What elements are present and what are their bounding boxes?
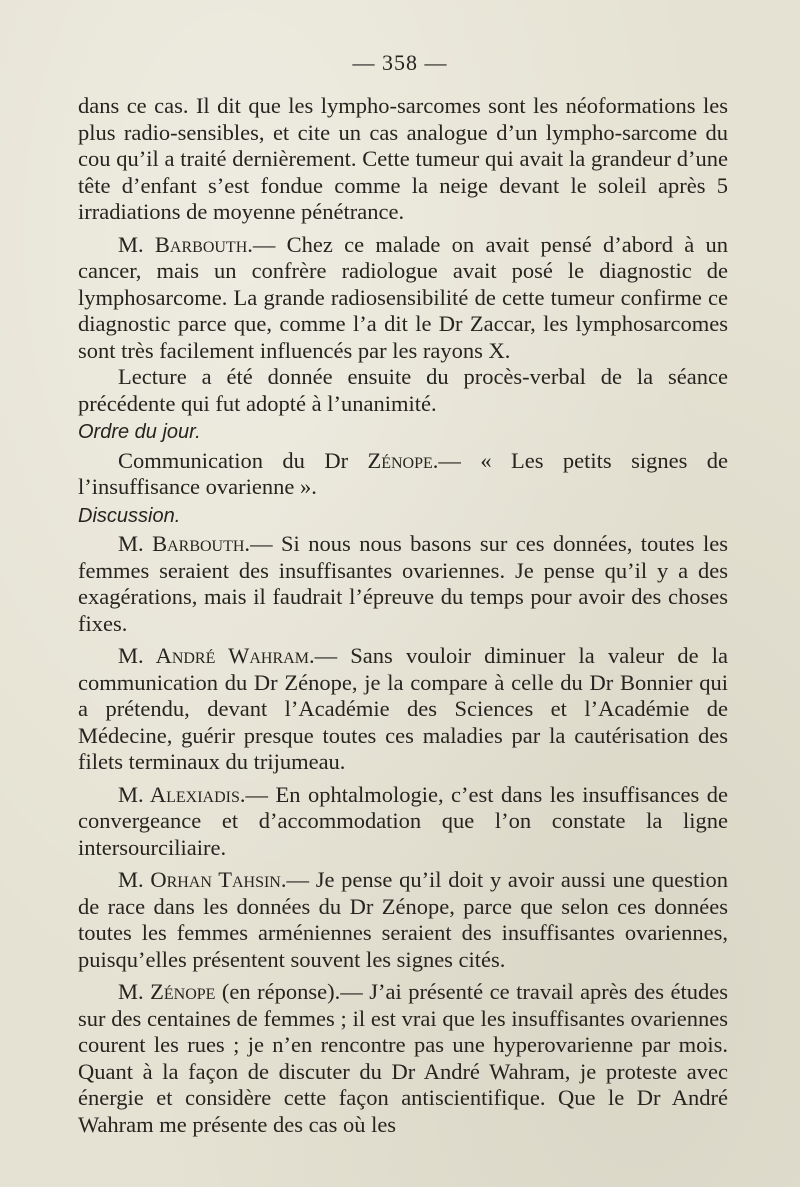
paragraph-text: — En ophtalmologie, c’est dans les insuffisances de convergeance et d’accommodation que l’on constate la ligne intersourciliaire. (78, 781, 728, 860)
paragraph-text: — Si nous nous basons sur ces données, toutes les femmes seraient des insuffisantes ovariennes. Je pense qu’il y a des exagérations, mais il faudrait l’épreuve du temps pour avoir des choses fixes. (78, 531, 728, 636)
speaker-name: Zénope. (367, 447, 439, 473)
speaker-name: M. Zénope (118, 979, 216, 1004)
paragraph: dans ce cas. Il dit que les lympho-sarcomes sont les néoformations les plus radio-sensibles, et cite un cas analogue d’un lympho-sarcome du cou qu’il a traité dernièrement. Cette tumeur qui avait la grandeur d’une tête d’enfant s’est fondue comme la neige devant le soleil après 5 irradiations de moyenne pénétrance. (78, 93, 728, 224)
paragraph-text: — Chez ce malade on avait pensé d’abord à un cancer, mais un confrère radiologue avait posé le diagnostic de lymphosarcome. La grande radiosensibilité de cette tumeur confirme ce diagnostic parce que, comme l’a dit le Dr Zaccar, les lymphosarcomes sont très facilement influencés par les rayons X. (78, 231, 728, 363)
paragraph (78, 232, 728, 365)
body-text (78, 93, 728, 1138)
paragraph (78, 782, 728, 862)
paragraph-text: — Sans vouloir diminuer la valeur de la communication du Dr Zénope, je la compare à celle du Dr Bonnier qui a prétendu, devant l’Académie des Sciences et l’Académie de Médecine, guérir presque toutes ces maladies par la cautérisation des filets terminaux du trijumeau. (78, 643, 728, 774)
paragraph-text: — Je pense qu’il doit y avoir aussi une question de race dans les données du Dr Zénope, parce que selon ces données toutes les femmes arméniennes seraient des insuffisantes ovariennes, puisqu’elles présentent souvent les signes cités. (78, 867, 728, 972)
page-number: — 358 — (352, 50, 448, 75)
paragraph (78, 531, 728, 637)
paragraph-lead: Communication du Dr (118, 447, 368, 473)
paragraph-text: (en réponse).— J’ai présenté ce travail après des études sur des centaines de femmes ; il est vrai que les insuffisantes ovariennes courent les rues ; je n’en rencontre pas une hyperovarienne par mois. Quant à la façon de discuter du Dr André Wahram, je proteste avec énergie et considère cette façon antiscientifique. Que le Dr André Wahram me présente des cas où les (78, 979, 728, 1137)
speaker-name: M. Alexiadis. (118, 781, 246, 807)
section-heading: Discussion. (78, 504, 181, 527)
paragraph (78, 867, 728, 973)
paragraph (78, 448, 728, 501)
speaker-name: M. André Wahram. (118, 643, 315, 668)
paragraph (78, 979, 728, 1138)
speaker-name: M. Barbouth. (118, 531, 251, 556)
paragraph-text: — « Les petits signes de l’insuffisance ovarienne ». (78, 447, 728, 499)
speaker-name: M. Orhan Tahsin. (118, 867, 287, 892)
paragraph (78, 643, 728, 776)
section-heading: Ordre du jour. (78, 421, 201, 443)
speaker-name: M. Barbouth. (118, 231, 253, 257)
paragraph: Lecture a été donnée ensuite du procès-verbal de la séance précédente qui fut adopté à l’unanimité. (78, 364, 728, 416)
